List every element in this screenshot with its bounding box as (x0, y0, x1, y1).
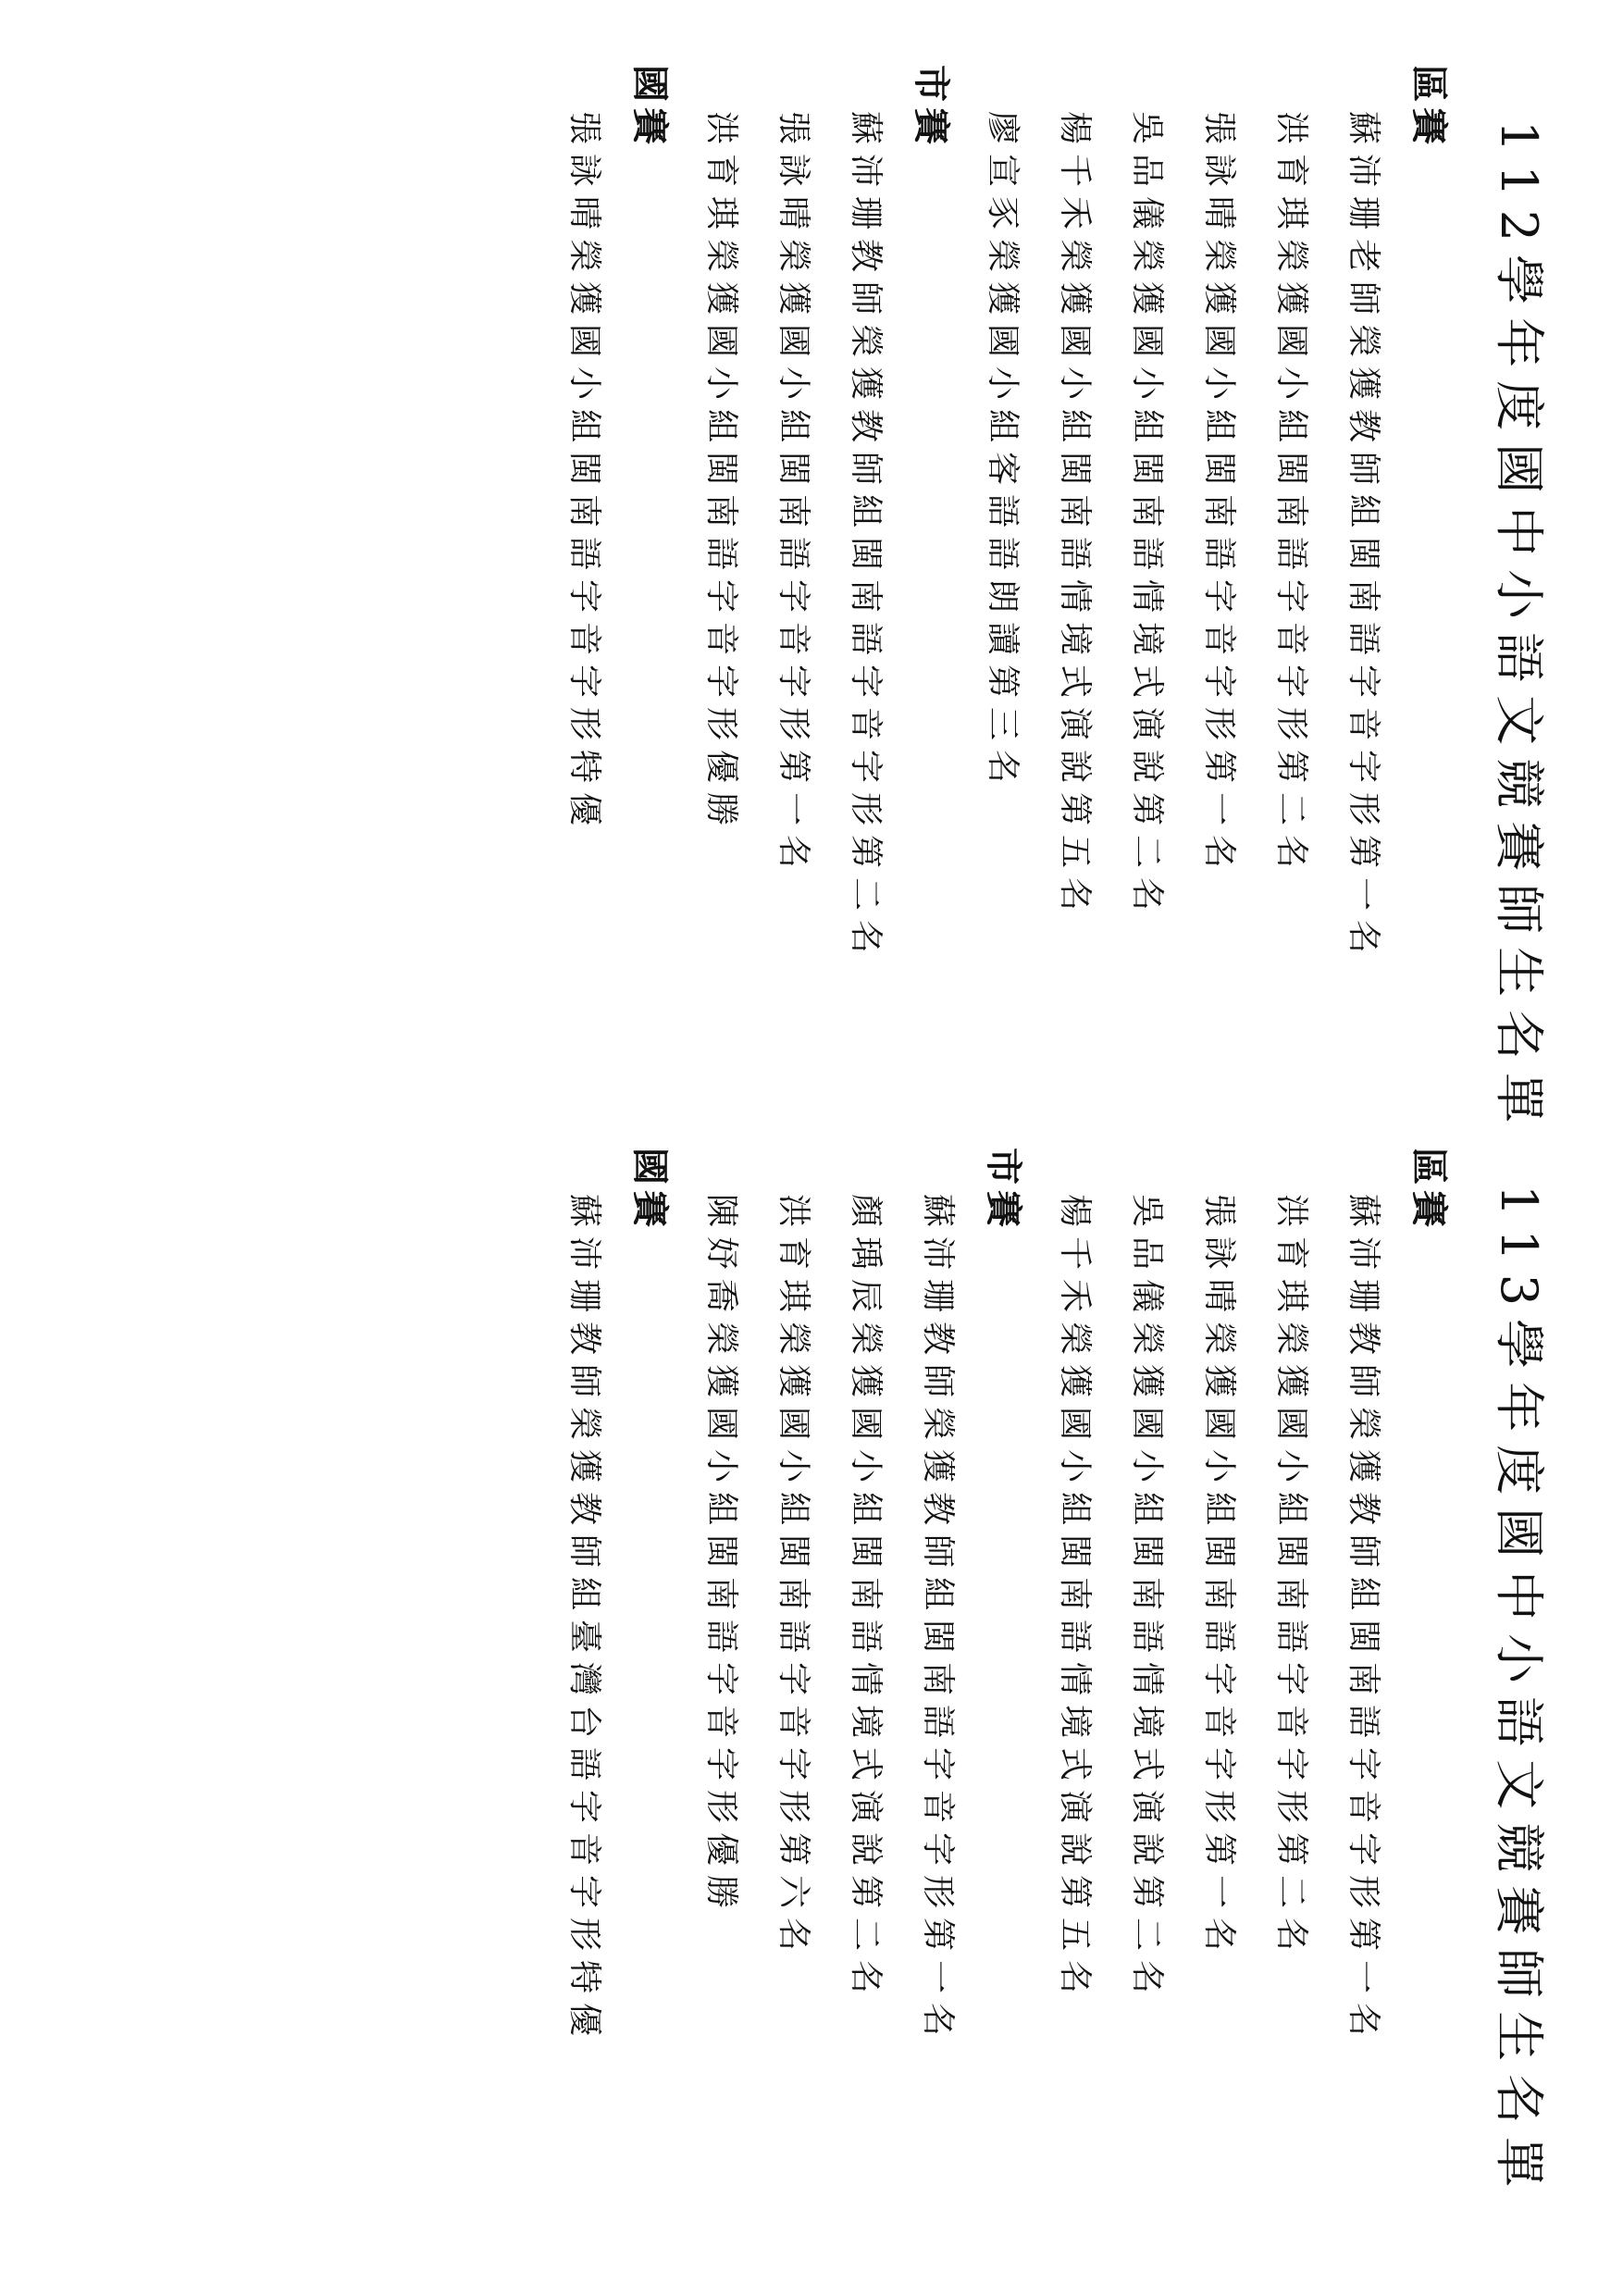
page-title: 112學年度國中小語文競賽師生名單 (1490, 120, 1548, 1136)
list-item: 蘇沛珊教師榮獲教師組閩南語字音字形第二名 (847, 111, 885, 963)
section-heading: 市賽 (982, 1148, 1025, 1233)
list-item: 吳品儀榮獲國小組閩南語情境式演說第二名 (1128, 1194, 1166, 2004)
list-item: 洪育琪榮獲國小組閩南語字音字形第二名 (1272, 1194, 1310, 1961)
list-item: 洪育琪榮獲國小組閩南語字音字形第二名 (1272, 111, 1310, 878)
list-item: 洪育琪榮獲國小組閩南語字音字形第六名 (774, 1194, 812, 1961)
list-item: 張詠晴榮獲國小組閩南語字音字形特優 (565, 111, 603, 836)
list-item: 顏瑀辰榮獲國小組閩南語情境式演說第二名 (847, 1194, 885, 2004)
section-heading: 國賽 (628, 1148, 672, 1233)
list-item: 張詠晴榮獲國小組閩南語字音字形第一名 (1200, 111, 1238, 878)
section-heading: 區賽 (1407, 1148, 1451, 1233)
list-item: 陳妤喬榮獲國小組閩南語字音字形優勝 (702, 1194, 740, 1918)
list-item: 蘇沛珊教師榮獲教師組臺灣台語字音字形特優 (565, 1194, 603, 2046)
list-item: 蘇沛珊老師榮獲教師組閩南語字音字形第一名 (1344, 111, 1382, 963)
section-heading: 區賽 (1407, 65, 1451, 150)
list-item: 楊千禾榮獲國小組閩南語情境式演說第五名 (1056, 111, 1094, 921)
list-item: 楊千禾榮獲國小組閩南語情境式演說第五名 (1056, 1194, 1094, 2004)
list-item: 吳品儀榮獲國小組閩南語情境式演說第二名 (1128, 111, 1166, 921)
list-item: 蘇沛珊教師榮獲教師組閩南語字音字形第一名 (919, 1194, 957, 2046)
page-title: 113學年度國中小語文競賽師生名單 (1490, 1185, 1548, 2201)
section-heading: 市賽 (910, 65, 953, 150)
list-item: 蘇沛珊教師榮獲教師組閩南語字音字形第一名 (1344, 1194, 1382, 2046)
list-item: 洪育琪榮獲國小組閩南語字音字形優勝 (702, 111, 740, 836)
list-item: 廖宣豕榮獲國小組客語語朗讀第三名 (984, 111, 1022, 793)
list-item: 張詠晴榮獲國小組閩南語字音字形第一名 (1200, 1194, 1238, 1961)
list-item: 張詠晴榮獲國小組閩南語字音字形第一名 (774, 111, 812, 878)
section-heading: 國賽 (628, 65, 672, 150)
